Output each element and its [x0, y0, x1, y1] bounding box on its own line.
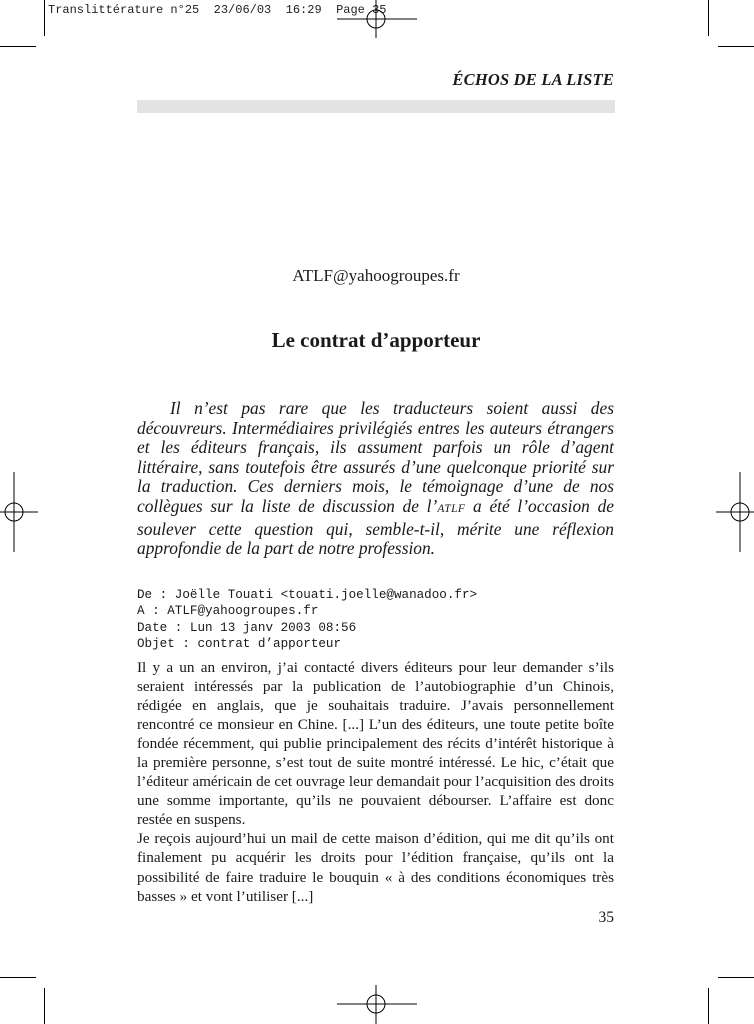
email-body — [137, 658, 614, 906]
email-from: De : Joëlle Touati <touati.joelle@wanadoo.fr> — [137, 588, 478, 602]
crop-mark-top-right-v — [708, 0, 709, 36]
registration-mark-top — [337, 0, 417, 38]
email-subject: Objet : contrat d’apporteur — [137, 637, 342, 652]
crop-mark-bottom-right-v — [708, 988, 709, 1024]
registration-mark-bottom — [337, 985, 417, 1024]
crop-mark-top-left-h — [0, 46, 36, 47]
intro-text-start: Il n’est pas rare que les traducteurs soient aussi des découvreurs. Intermédiaires privilégiés entres les auteurs étrangers et les éditeurs français, ils assument parfois un rôle d’agent littéraire, sans toutefois être assurés d’une quelconque priorité sur la traduction. Ces derniers mois, le témoignage d’une de nos collègues sur la liste de discussion de l’ — [137, 398, 614, 516]
crop-mark-top-right-h — [718, 46, 754, 47]
crop-mark-bottom-right-h — [718, 977, 754, 978]
email-date: Date : Lun 13 janv 2003 08:56 — [137, 620, 357, 635]
article-intro — [137, 399, 614, 559]
crop-mark-bottom-left-v — [44, 988, 45, 1024]
intro-text-end: a été l’occasion de soulever cette question qui, semble-t-il, mérite une réflexion approfondie de la part de notre profession. — [137, 495, 614, 559]
crop-mark-bottom-left-h — [0, 977, 36, 978]
slug-file: Translittérature n°25 — [48, 3, 200, 17]
email-header — [137, 587, 477, 653]
registration-mark-left — [0, 472, 38, 552]
header-rule-bar — [137, 100, 615, 113]
email-paragraph: Je reçois aujourd’hui un mail de cette maison d’édition, qui me dit qu’ils ont finalement pu acquérir les droits pour l’édition française, qu’ils ont la possibilité de faire traduire le bouquin « à des conditions économiques très basses » et vont l’utiliser [...] — [137, 830, 614, 905]
article-title: Le contrat d’apporteur — [271, 328, 481, 352]
section-title: ÉCHOS DE LA LISTE — [452, 70, 614, 89]
intro-acronym: ATLF — [437, 502, 466, 515]
slug-page: Page 35 — [336, 3, 387, 17]
crop-mark-top-left-v — [44, 0, 45, 36]
email-paragraph: Il y a un an environ, j’ai contacté divers éditeurs pour leur demander s’ils seraient intéressés par la publication de l’autobiographie d’un Chinois, rédigée en anglais, que je souhaitais traduire. J’avais personnellement rencontré ce monsieur en Chine. [...] L’un des éditeurs, une toute petite boîte fondée récemment, qui publie principalement des récits d’intérêt historique à la première personne, s’est tout de suite montré intéressé. Le hic, c’était que l’éditeur américain de cet ouvrage leur demandait pour l’acquisition des droits une somme importante, qu’ils ne pouvaient débourser. L’affaire est donc restée en suspens. — [137, 659, 614, 829]
slug-time: 16:29 — [285, 3, 322, 17]
email-to: A : ATLF@yahoogroupes.fr — [137, 604, 319, 619]
list-address: ATLF@yahoogroupes.fr — [292, 266, 460, 285]
registration-mark-right — [716, 472, 754, 552]
page-number: 35 — [598, 909, 614, 926]
slug-date: 23/06/03 — [213, 3, 272, 17]
print-slug — [48, 3, 387, 17]
